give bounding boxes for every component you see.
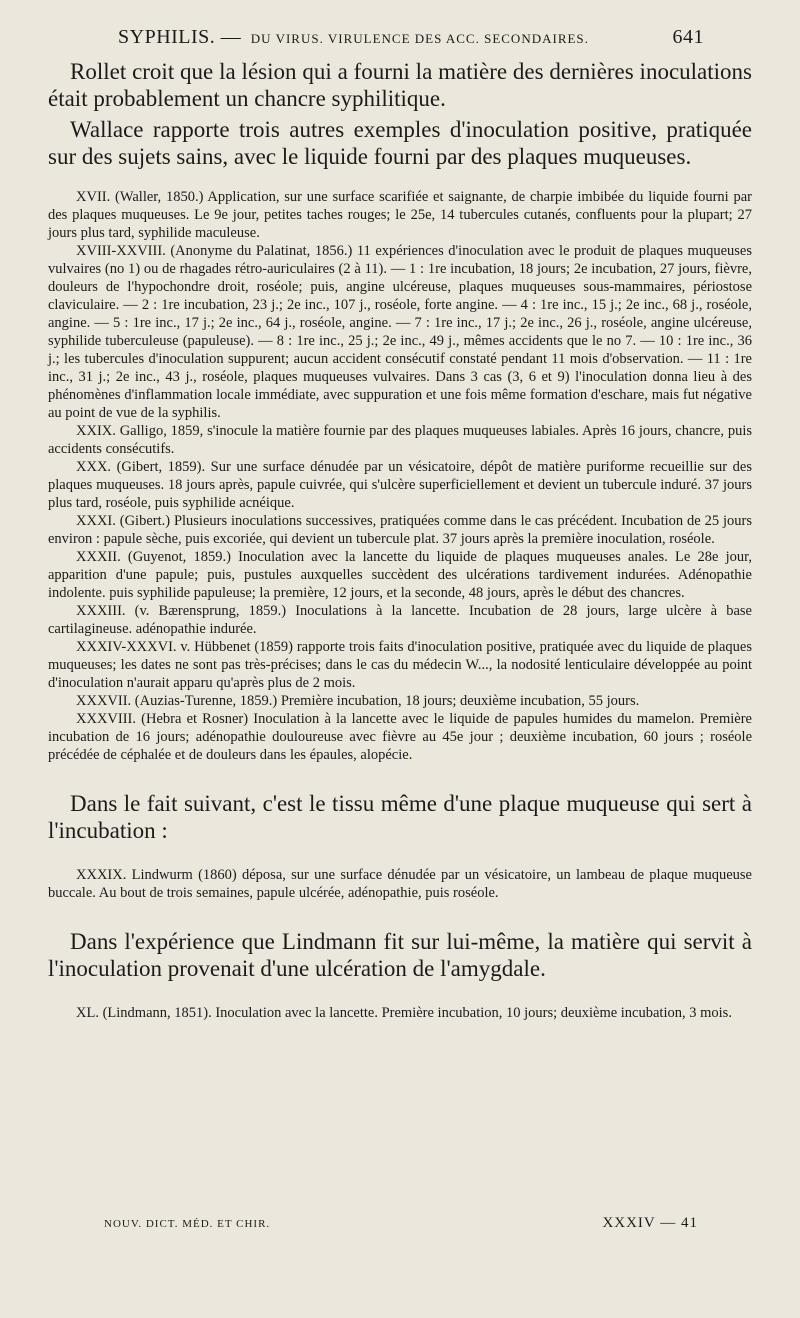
section-heading: Dans le fait suivant, c'est le tissu même d'une plaque muqueuse qui sert à l'incubation :	[48, 791, 752, 843]
observation-paragraph: XXXVII. (Auzias-Turenne, 1859.) Première incubation, 18 jours; deuxième incubation, 55 jours.	[76, 693, 640, 709]
observation-paragraph: XVIII-XXVIII. (Anonyme du Palatinat, 1856.) 11 expériences d'inoculation avec le produit de plaques muqueuses vulvaires (no 1) ou de rhagades rétro-auriculaires (2 à 11). — 1 : 1re incubation, 18 jours; 2e incubation, 27 jours, fièvre, douleurs de l'hypochondre droit, roséole; puis, angine ulcéreuse, plaques muqueuses sous-mammaires, périostose claviculaire. — 2 : 1re incubation, 23 j.; 2e inc., 107 j., roséole, forte angine. — 4 : 1re inc., 15 j.; 2e inc., 68 j., roséole, angine. — 5 : 1re inc., 17 j.; 2e inc., 64 j., roséole, angine. — 7 : 1re inc., 17 j.; 2e inc., 26 j., roséole, angine ulcéreuse, syphilide tuberculeuse (papuleuse). — 8 : 1re inc., 25 j.; 2e inc., 49 j., mêmes accidents que le no 7. — 10 : 1re inc., 36 j.; les tubercules d'inoculation suppurent; aucun accident consécutif constaté pendant 11 mois d'observation. — 11 : 1re inc., 31 j.; 2e inc., 43 j., roséole, plaques muqueuses vulvaires. Dans 3 cas (3, 6 et 9) l'inoculation donna lieu à des phénomènes d'inflammation locale immédiate, avec suppuration et une fois même formation d'eschare, mais fut négative au point de vue de la syphilis.	[48, 243, 752, 421]
intro-paragraph: Rollet croit que la lésion qui a fourni la matière des dernières inoculations était probablement un chancre syphilitique.	[48, 59, 752, 111]
observation-paragraph: XL. (Lindmann, 1851). Inoculation avec la lancette. Première incubation, 10 jours; deuxième incubation, 3 mois.	[76, 1005, 732, 1021]
section-heading: Dans l'expérience que Lindmann fit sur lui-même, la matière qui servit à l'inoculation provenait d'une ulcération de l'amygdale.	[48, 929, 752, 981]
running-head	[118, 26, 704, 49]
page-footer	[104, 1215, 698, 1232]
observation-paragraph: XXX. (Gibert, 1859). Sur une surface dénudée par un vésicatoire, dépôt de matière puriforme recueillie sur des plaques muqueuses. 18 jours après, papule cuivrée, qui s'ulcère superficiellement et devient un tubercule induré. 37 jours plus tard, roséole, puis syphilide acnéique.	[48, 459, 752, 511]
observation-paragraph: XXXIII. (v. Bærensprung, 1859.) Inoculations à la lancette. Incubation de 28 jours, large ulcère à base cartilagineuse. adénopathie indurée.	[48, 603, 752, 637]
footer-signature: XXXIV — 41	[602, 1215, 698, 1231]
observation-paragraph: XVII. (Waller, 1850.) Application, sur une surface scarifiée et saignante, de charpie imbibée du liquide fourni par des plaques muqueuses. Le 9e jour, petites taches rouges; le 25e, 14 tubercules cutanés, confluents pour la plupart; 27 jours plus tard, syphilide maculeuse.	[48, 189, 752, 241]
observation-paragraph: XXXII. (Guyenot, 1859.) Inoculation avec la lancette du liquide de plaques muqueuses anales. Le 28e jour, apparition d'une papule; puis, pustules auxquelles succèdent des ulcérations tardivement indurées. Adénopathie indolente. puis syphilide papuleuse; la première, 12 jours, et la seconde, 48 jours, après le début des chancres.	[48, 549, 752, 601]
running-title: SYPHILIS. — DU VIRUS. VIRULENCE DES ACC. SECONDAIRES.	[118, 26, 589, 48]
footer-publication: NOUV. DICT. MÉD. ET CHIR.	[104, 1218, 271, 1230]
running-subtitle: DU VIRUS. VIRULENCE DES ACC. SECONDAIRES.	[250, 31, 589, 46]
page-body	[48, 58, 752, 1022]
observations-list	[48, 188, 752, 764]
observation-paragraph: XXXIX. Lindwurm (1860) déposa, sur une surface dénudée par un vésicatoire, un lambeau de plaque muqueuse buccale. Au bout de trois semaines, papule ulcérée, adénopathie, puis roséole.	[48, 867, 752, 901]
observation-paragraph: XXIX. Galligo, 1859, s'inocule la matière fournie par des plaques muqueuses labiales. Après 16 jours, chancre, puis accidents consécutifs.	[48, 423, 752, 457]
observation-paragraph: XXXIV-XXXVI. v. Hübbenet (1859) rapporte trois faits d'inoculation positive, pratiquée avec du liquide de plaques muqueuses; les dates ne sont pas très-précises; dans le cas du médecin W..., la nodosité lenticulaire développée au point d'inoculation n'aurait apparu qu'après plus de 2 mois.	[48, 639, 752, 691]
observation-paragraph: XXXVIII. (Hebra et Rosner) Inoculation à la lancette avec le liquide de papules humides du mamelon. Première incubation de 16 jours; adénopathie douloureuse avec fièvre au 45e jour ; deuxième incubation, 60 jours ; roséole précédée de céphalée et de douleurs dans les épaules, alopécie.	[48, 711, 752, 763]
intro-paragraph: Wallace rapporte trois autres exemples d'inoculation positive, pratiquée sur des sujets sains, avec le liquide fourni par des plaques muqueuses.	[48, 117, 752, 169]
observation-paragraph: XXXI. (Gibert.) Plusieurs inoculations successives, pratiquées comme dans le cas précédent. Incubation de 25 jours environ : papule sèche, puis excoriée, qui devient un tubercule plat. 37 jours après la première inoculation, roséole.	[48, 513, 752, 547]
page-number: 641	[672, 26, 704, 48]
